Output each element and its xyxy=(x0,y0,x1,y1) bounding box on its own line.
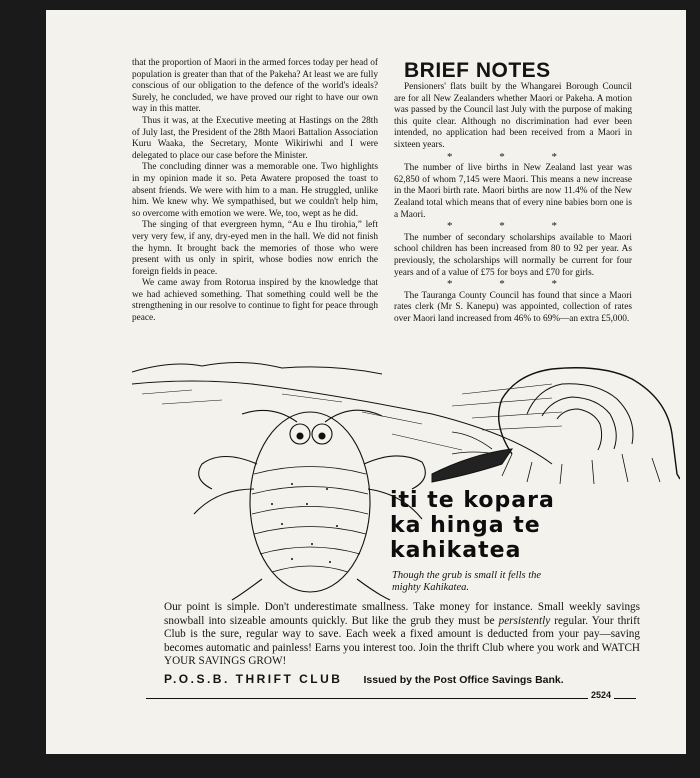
left-article-column xyxy=(132,58,378,325)
page-number: 2524 xyxy=(588,690,614,700)
grub-and-tree-illustration xyxy=(132,354,680,604)
star-separator: * * * xyxy=(447,220,579,233)
advert-body-text xyxy=(164,601,640,669)
star-separator: * * * xyxy=(447,150,579,163)
brief-note-item: The number of secondary scholarships available to Maori school children has been increased from 80 to 92 per year. As previously, the scholarships will normally be current for four years and of a value of £75 for boys and £70 for girls. xyxy=(394,232,632,278)
caption-line: mighty Kahikatea. xyxy=(392,582,469,593)
thrift-club-brand: P.O.S.B. THRIFT CLUB xyxy=(164,672,343,686)
advert-emphasis: persistently xyxy=(498,614,551,627)
brief-notes-column xyxy=(394,60,632,325)
maori-proverb-slogan xyxy=(390,488,640,563)
brief-note-item: The Tauranga County Council has found that since a Maori rates clerk (Mr S. Kanepu) was appointed, collection of rates over Maori land increased from 46% to 69%—an extra £5,000. xyxy=(394,290,632,324)
article-paragraph: Thus it was, at the Executive meeting at Hastings on the 28th of July last, the President of the 28th Maori Battalion Association Kuru Waaka, the Secretary, Monte Wikiriwhi and I were delegated to place our case before the Minister. xyxy=(132,115,378,161)
star-separator: * * * xyxy=(447,278,579,291)
brief-notes-heading: BRIEF NOTES xyxy=(404,59,551,82)
proverb-translation xyxy=(392,570,642,594)
article-paragraph: The concluding dinner was a memorable one. Two highlights in my opinion made it so. Peta Awatere proposed the toast to absent friends. We were with him to a man. He struggled, unlike him. We knew why. We sympathised, but we couldn't help him, so overcome with emotion we were. We, too, wept as he did. xyxy=(132,162,378,219)
magazine-page xyxy=(46,10,686,754)
footer-rule xyxy=(146,698,636,699)
advert-footer xyxy=(164,672,644,686)
slogan-line: kahikatea xyxy=(390,538,522,563)
hill-line xyxy=(132,362,382,374)
advert-text: regular. Your thrift Club is the sure, regular way to save. Each week a fixed amount is deducted from your pay—saving becomes automatic and painless! Earns you interest too. Join the thrift Club where you work and WATCH YOUR SAVINGS GROW! xyxy=(164,614,641,667)
advert-text: Our point is simple. Don't underestimate smallness. Take money for instance. Small weekly savings snowball into sizeable amounts quickly. But like the grub they must be xyxy=(164,601,640,627)
stump-outline xyxy=(499,368,680,479)
caption-line: Though the grub is small it fells the xyxy=(392,570,542,581)
slogan-line: ka hinga te xyxy=(390,513,541,538)
brief-note-item: Pensioners' flats built by the Whangarei Borough Council are for all New Zealanders whether Maori or Pakeha. A motion was passed by the Council last July with the purpose of making this quite clear. Although no discrimination had ever been intended, no application had been received from a Maori in sixteen years. xyxy=(394,82,632,150)
issued-by-note: Issued by the Post Office Savings Bank. xyxy=(363,674,564,686)
brief-note-item: The number of live births in New Zealand last year was 62,850 of whom 7,145 were Maori. This means a new increase in the Maori birth rate. Maori births are now 11.4% of the New Zealand total which means that of every nine babies born one is a Maori. xyxy=(394,163,632,220)
slogan-line: iti te kopara xyxy=(390,488,555,513)
article-paragraph: that the proportion of Maori in the armed forces today per head of population is greater than that of the Pakeha? At least we are fully conscious of our obligation to the defence of the world's ideals? Surely, he concluded, we have proved our right to have our own way in this matter. xyxy=(132,58,378,115)
article-paragraph: The singing of that evergreen hymn, “Au e Ihu tirohia,” left very very few, if any, dry-eyed men in the hall. We did not finish the hymn. It brought back the memories of those who were present with us only in spirit, whose bodies now enrich the foreign fields in peace. xyxy=(132,220,378,277)
article-paragraph: We came away from Rotorua inspired by the knowledge that we had achieved something. That something could well be the strengthening in our resolve to continue to fight for peace through peace. xyxy=(132,278,378,324)
